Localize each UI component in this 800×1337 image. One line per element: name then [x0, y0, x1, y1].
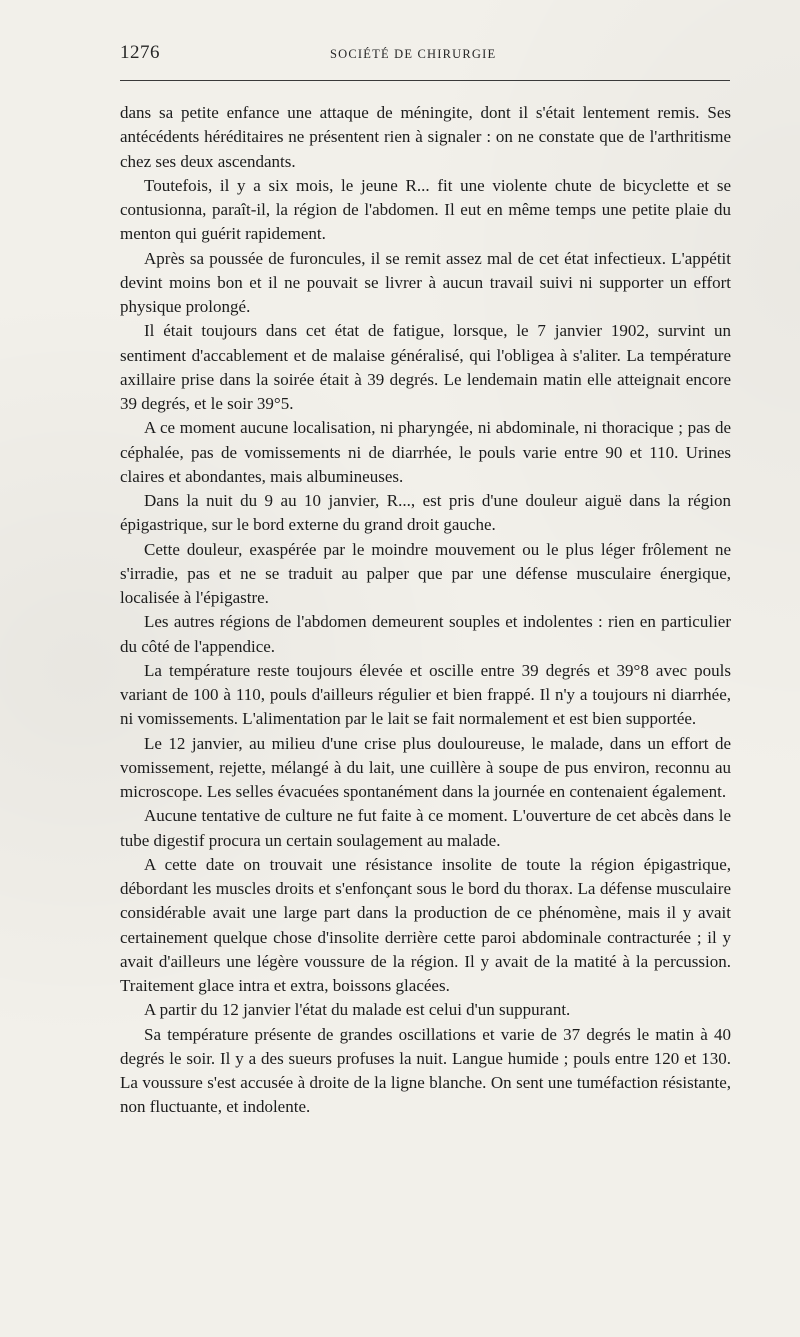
paragraph-8: Les autres régions de l'abdomen demeurent souples et indolentes : rien en particulier du côté de l'appendice.: [120, 612, 731, 656]
paragraph-6: Dans la nuit du 9 au 10 janvier, R..., est pris d'une douleur aiguë dans la région épigastrique, sur le bord externe du grand droit gauche.: [120, 491, 731, 535]
paragraph-2: Toutefois, il y a six mois, le jeune R... fit une violente chute de bicyclette et se contusionna, paraît-il, la région de l'abdomen. Il eut en même temps une petite plaie du menton qui guérit rapidement.: [120, 175, 731, 244]
paragraph-9: La température reste toujours élevée et oscille entre 39 degrés et 39°8 avec pouls variant de 100 à 110, pouls d'ailleurs régulier et bien frappé. Il n'y a toujours ni diarrhée, ni vomissements. L'alimentation par le lait se fait normalement et est bien supportée.: [120, 660, 731, 729]
paragraph-5: A ce moment aucune localisation, ni pharyngée, ni abdominale, ni thoracique ; pas de céphalée, pas de vomissements ni de diarrhée, le pouls varie entre 90 et 110. Urines claires et abondantes, mais albumineuses.: [120, 418, 731, 486]
page-number: 1276: [120, 42, 160, 63]
paragraph-3: Après sa poussée de furoncules, il se remit assez mal de cet état infectieux. L'appétit devint moins bon et il ne pouvait se livrer à aucun travail suivi ni supporter un effort physique prolongé.: [120, 248, 731, 316]
body-text: [120, 101, 731, 1120]
running-head: SOCIÉTÉ DE CHIRURGIE: [330, 47, 497, 61]
paragraph-10: Le 12 janvier, au milieu d'une crise plus douloureuse, le malade, dans un effort de vomissement, rejette, mélangé à du lait, une cuillère à soupe de pus environ, reconnu au microscope. Les selles évacuées spontanément dans la journée en contenaient également.: [120, 733, 731, 801]
paragraph-7: Cette douleur, exaspérée par le moindre mouvement ou le plus léger frôlement ne s'irradie, pas et ne se traduit au palper que par une défense musculaire énergique, localisée à l'épigastre.: [120, 539, 731, 607]
paragraph-12: A cette date on trouvait une résistance insolite de toute la région épigastrique, débordant les muscles droits et s'enfonçant sous le bord du thorax. La défense musculaire considérable avait une large part dans la production de ce phénomène, mais il y avait certainement quelque chose d'insolite derrière cette paroi abdominale contracturée ; il y avait d'ailleurs une légère voussure de la région. Il y avait de la matité à la percussion. Traitement glace intra et extra, boissons glacées.: [120, 854, 731, 995]
page-header: [120, 42, 730, 72]
paragraph-14: Sa température présente de grandes oscillations et varie de 37 degrés le matin à 40 degrés le soir. Il y a des sueurs profuses la nuit. Langue humide ; pouls entre 120 et 130. La voussure s'est accusée à droite de la ligne blanche. On sent une tuméfaction résistante, non fluctuante, et indolente.: [120, 1024, 731, 1117]
paragraph-13: A partir du 12 janvier l'état du malade est celui d'un suppurant.: [144, 1000, 571, 1020]
paragraph-1: dans sa petite enfance une attaque de méningite, dont il s'était lentement remis. Ses antécédents héréditaires ne présentent rien à signaler : on ne constate que de l'arthritisme chez ses deux ascendants.: [120, 103, 731, 171]
header-rule: [120, 80, 730, 81]
paragraph-11: Aucune tentative de culture ne fut faite à ce moment. L'ouverture de cet abcès dans le tube digestif procura un certain soulagement au malade.: [120, 806, 731, 850]
paragraph-4: Il était toujours dans cet état de fatigue, lorsque, le 7 janvier 1902, survint un sentiment d'accablement et de malaise généralisé, qui l'obligea à s'aliter. La température axillaire prise dans la soirée était à 39 degrés. Le lendemain matin elle atteignait encore 39 degrés, et le soir 39°5.: [120, 321, 731, 413]
